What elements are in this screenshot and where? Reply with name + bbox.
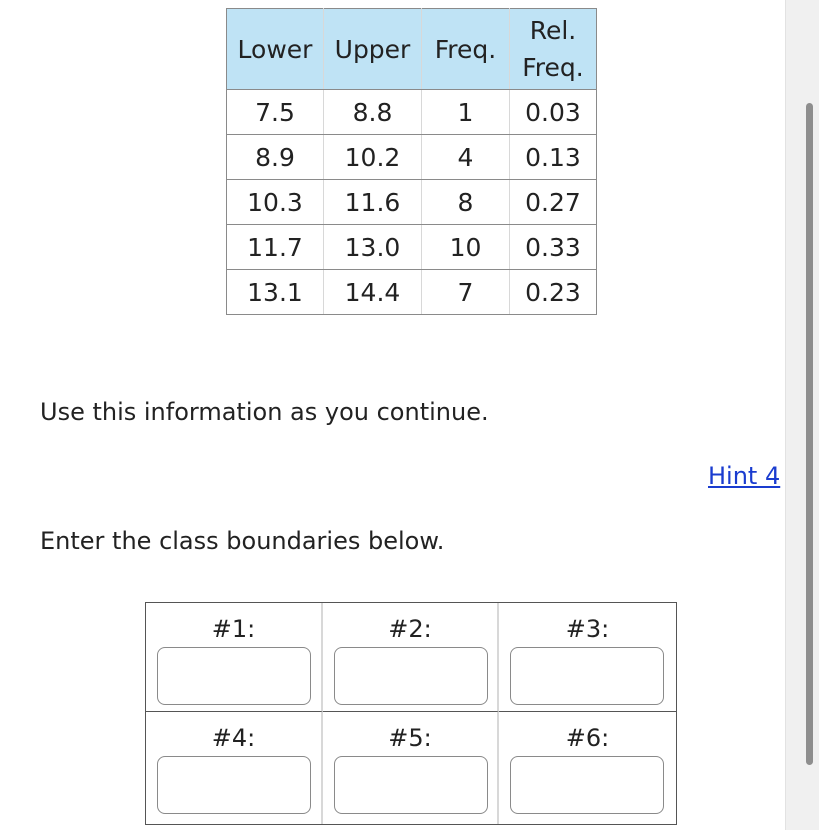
cell-rel-freq: 0.23: [510, 270, 597, 315]
cell-lower: 13.1: [227, 270, 324, 315]
boundary-cell-3: [499, 603, 676, 712]
table-row: [227, 180, 597, 225]
cell-rel-freq: 0.13: [510, 135, 597, 180]
cell-freq: 10: [422, 225, 510, 270]
header-freq: Freq.: [422, 9, 510, 90]
cell-upper: 14.4: [324, 270, 422, 315]
table-row: [227, 270, 597, 315]
cell-freq: 4: [422, 135, 510, 180]
cell-rel-freq: 0.27: [510, 180, 597, 225]
header-upper: Upper: [324, 9, 422, 90]
boundary-cell-6: [499, 712, 676, 824]
boundary-input-1[interactable]: [157, 647, 311, 705]
scrollbar-thumb[interactable]: [806, 103, 813, 765]
boundary-label-5: #5:: [388, 724, 432, 752]
boundary-label-6: #6:: [565, 724, 610, 752]
cell-upper: 13.0: [324, 225, 422, 270]
vertical-scrollbar[interactable]: [785, 0, 819, 830]
cell-rel-freq: 0.03: [510, 90, 597, 135]
boundary-label-1: #1:: [211, 615, 256, 643]
header-rel-freq-line2: Freq.: [522, 53, 584, 82]
table-row: [227, 135, 597, 180]
cell-freq: 8: [422, 180, 510, 225]
table-header-row: [227, 9, 597, 90]
frequency-table: [226, 8, 597, 315]
boundary-label-2: #2:: [388, 615, 432, 643]
boundary-input-6[interactable]: [510, 756, 664, 814]
cell-lower: 10.3: [227, 180, 324, 225]
boundary-input-5[interactable]: [334, 756, 488, 814]
cell-upper: 10.2: [324, 135, 422, 180]
cell-upper: 8.8: [324, 90, 422, 135]
cell-freq: 7: [422, 270, 510, 315]
boundary-cell-1: [146, 603, 323, 712]
boundary-cell-4: [146, 712, 323, 824]
header-lower: Lower: [227, 9, 324, 90]
header-rel-freq-line1: Rel.: [529, 16, 577, 45]
cell-lower: 7.5: [227, 90, 324, 135]
table-row: [227, 225, 597, 270]
cell-lower: 11.7: [227, 225, 324, 270]
table-row: [227, 90, 597, 135]
boundary-label-3: #3:: [565, 615, 610, 643]
boundary-cell-2: [323, 603, 499, 712]
class-boundaries-grid: [145, 602, 677, 825]
boundary-label-4: #4:: [211, 724, 256, 752]
boundary-input-2[interactable]: [334, 647, 488, 705]
boundary-input-3[interactable]: [510, 647, 664, 705]
boundaries-prompt: Enter the class boundaries below.: [40, 527, 445, 555]
cell-rel-freq: 0.33: [510, 225, 597, 270]
info-text: Use this information as you continue.: [40, 398, 489, 426]
boundary-cell-5: [323, 712, 499, 824]
header-rel-freq: [510, 9, 597, 90]
hint-link[interactable]: Hint 4: [708, 462, 781, 490]
cell-freq: 1: [422, 90, 510, 135]
boundary-input-4[interactable]: [157, 756, 311, 814]
cell-lower: 8.9: [227, 135, 324, 180]
cell-upper: 11.6: [324, 180, 422, 225]
